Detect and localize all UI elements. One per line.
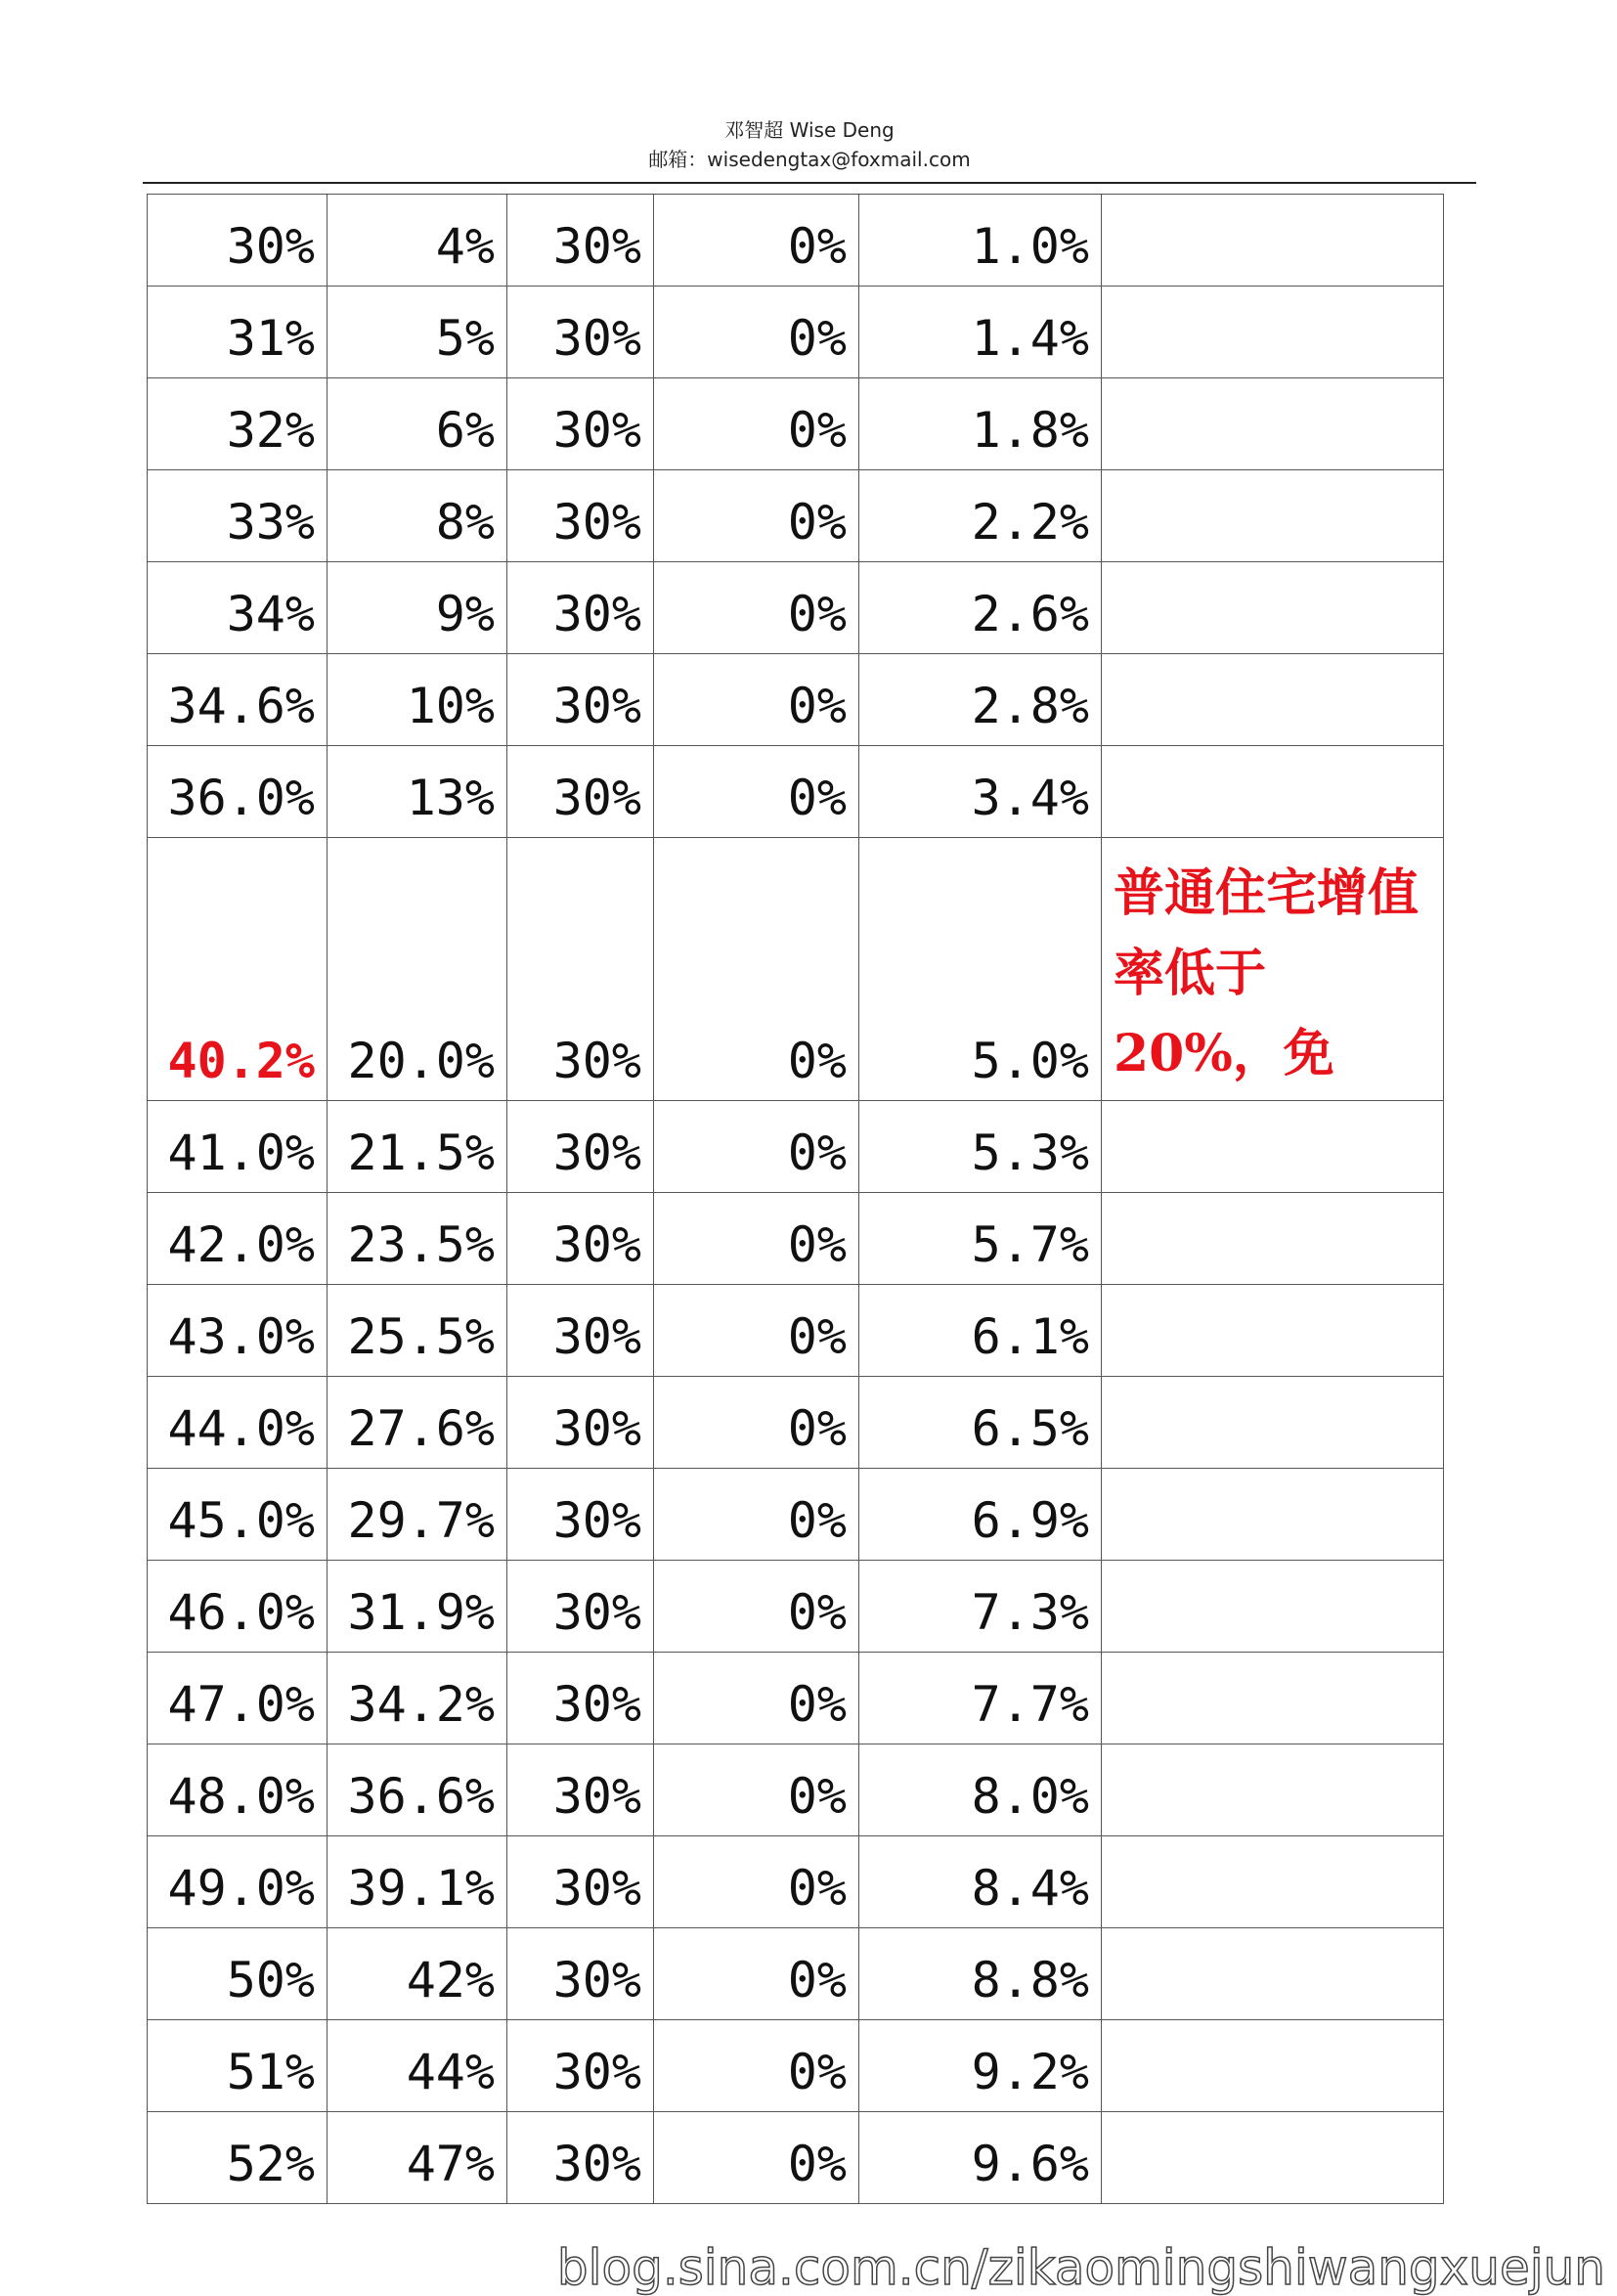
table-row (148, 1469, 1444, 1561)
table-cell-col3: 30% (507, 1928, 654, 2020)
table-cell-col1: 41.0% (148, 1101, 328, 1193)
table-cell-col3: 30% (507, 838, 654, 1101)
table-cell-col4: 0% (654, 1193, 859, 1285)
table-cell-col2: 13% (328, 746, 507, 838)
table-cell-col2: 42% (328, 1928, 507, 2020)
table-cell-note (1102, 1101, 1444, 1193)
table-cell-col3: 30% (507, 1836, 654, 1928)
table-cell-col3: 30% (507, 195, 654, 287)
table-cell-col1: 44.0% (148, 1377, 328, 1469)
table-cell-col1: 43.0% (148, 1285, 328, 1377)
table-row (148, 1744, 1444, 1836)
table-cell-col2: 34.2% (328, 1653, 507, 1744)
table-row (148, 562, 1444, 654)
table-cell-col1: 40.2% (148, 838, 328, 1101)
table-cell-col4: 0% (654, 1653, 859, 1744)
table-cell-col3: 30% (507, 746, 654, 838)
table-cell-col1: 33% (148, 470, 328, 562)
table-cell-col3: 30% (507, 470, 654, 562)
table-row (148, 654, 1444, 746)
table-cell-col1: 45.0% (148, 1469, 328, 1561)
table-cell-col2: 47% (328, 2112, 507, 2204)
table-cell-col5: 8.0% (859, 1744, 1102, 1836)
table-cell-col1: 30% (148, 195, 328, 287)
table-cell-col5: 2.8% (859, 654, 1102, 746)
table-cell-col3: 30% (507, 1377, 654, 1469)
table-cell-note (1102, 1193, 1444, 1285)
table-cell-col2: 27.6% (328, 1377, 507, 1469)
table-cell-note (1102, 746, 1444, 838)
table-cell-col5: 7.3% (859, 1561, 1102, 1653)
table-cell-note (1102, 1653, 1444, 1744)
table-cell-col3: 30% (507, 562, 654, 654)
author-line: 邓智超 Wise Deng (724, 118, 895, 142)
table-row (148, 287, 1444, 378)
table-cell-col1: 47.0% (148, 1653, 328, 1744)
table-row (148, 838, 1444, 1101)
table-cell-note (1102, 562, 1444, 654)
table-cell-note (1102, 1285, 1444, 1377)
table-cell-col3: 30% (507, 1469, 654, 1561)
table-cell-note (1102, 2112, 1444, 2204)
table-row (148, 195, 1444, 287)
table-cell-col1: 48.0% (148, 1744, 328, 1836)
table-cell-col3: 30% (507, 1653, 654, 1744)
table-row (148, 1561, 1444, 1653)
table-cell-col4: 0% (654, 746, 859, 838)
table-cell-col4: 0% (654, 1836, 859, 1928)
table-cell-note (1102, 838, 1444, 1101)
table-cell-col2: 8% (328, 470, 507, 562)
watermark-text: blog.sina.com.cn/zikaomingshiwangxuejun (556, 2239, 1605, 2296)
table-cell-note (1102, 1469, 1444, 1561)
table-cell-col4: 0% (654, 562, 859, 654)
table-cell-col1: 34% (148, 562, 328, 654)
table-cell-col2: 21.5% (328, 1101, 507, 1193)
table-cell-col4: 0% (654, 378, 859, 470)
table-row (148, 2020, 1444, 2112)
table-cell-col3: 30% (507, 1193, 654, 1285)
table-cell-col1: 31% (148, 287, 328, 378)
table-cell-col5: 1.8% (859, 378, 1102, 470)
table-cell-col3: 30% (507, 654, 654, 746)
table-cell-col4: 0% (654, 1469, 859, 1561)
table-cell-col3: 30% (507, 1744, 654, 1836)
table-cell-col3: 30% (507, 1285, 654, 1377)
table-cell-col2: 25.5% (328, 1285, 507, 1377)
table-cell-note (1102, 1744, 1444, 1836)
table-cell-col4: 0% (654, 838, 859, 1101)
table-cell-col2: 31.9% (328, 1561, 507, 1653)
table-cell-col5: 7.7% (859, 1653, 1102, 1744)
table-cell-col2: 5% (328, 287, 507, 378)
table-cell-col3: 30% (507, 287, 654, 378)
table-cell-col5: 9.6% (859, 2112, 1102, 2204)
table-cell-col1: 46.0% (148, 1561, 328, 1653)
table-cell-col4: 0% (654, 1928, 859, 2020)
table-cell-col5: 6.5% (859, 1377, 1102, 1469)
table-cell-col5: 5.3% (859, 1101, 1102, 1193)
table-cell-col2: 36.6% (328, 1744, 507, 1836)
table-cell-col1: 34.6% (148, 654, 328, 746)
table-cell-note (1102, 287, 1444, 378)
table-cell-col5: 2.2% (859, 470, 1102, 562)
table-cell-note (1102, 195, 1444, 287)
table-cell-col1: 49.0% (148, 1836, 328, 1928)
rate-table (147, 194, 1444, 2204)
table-cell-note (1102, 2020, 1444, 2112)
table-cell-col3: 30% (507, 1561, 654, 1653)
rate-table-body (148, 195, 1444, 2204)
table-cell-col3: 30% (507, 378, 654, 470)
table-cell-col4: 0% (654, 2112, 859, 2204)
table-row (148, 1193, 1444, 1285)
table-cell-col3: 30% (507, 2112, 654, 2204)
table-row (148, 2112, 1444, 2204)
table-cell-col5: 1.0% (859, 195, 1102, 287)
table-cell-col2: 39.1% (328, 1836, 507, 1928)
table-cell-col4: 0% (654, 470, 859, 562)
table-cell-col1: 52% (148, 2112, 328, 2204)
table-cell-note (1102, 654, 1444, 746)
table-cell-note (1102, 1928, 1444, 2020)
table-cell-note (1102, 378, 1444, 470)
table-cell-col2: 23.5% (328, 1193, 507, 1285)
table-cell-col1: 42.0% (148, 1193, 328, 1285)
table-row (148, 378, 1444, 470)
table-cell-col2: 4% (328, 195, 507, 287)
table-cell-col5: 9.2% (859, 2020, 1102, 2112)
table-cell-col5: 5.7% (859, 1193, 1102, 1285)
table-row (148, 1836, 1444, 1928)
table-cell-col2: 9% (328, 562, 507, 654)
table-cell-col2: 6% (328, 378, 507, 470)
table-cell-note (1102, 1377, 1444, 1469)
table-row (148, 1653, 1444, 1744)
table-cell-col4: 0% (654, 1561, 859, 1653)
table-row (148, 746, 1444, 838)
table-cell-col1: 32% (148, 378, 328, 470)
note-text: 普通住宅增值率低于20%，免 (1114, 863, 1420, 1083)
table-cell-note (1102, 1561, 1444, 1653)
table-row (148, 1928, 1444, 2020)
table-cell-col4: 0% (654, 1101, 859, 1193)
table-cell-col1: 36.0% (148, 746, 328, 838)
table-cell-col4: 0% (654, 287, 859, 378)
table-cell-col5: 5.0% (859, 838, 1102, 1101)
table-cell-col3: 30% (507, 2020, 654, 2112)
table-cell-col3: 30% (507, 1101, 654, 1193)
table-cell-col5: 3.4% (859, 746, 1102, 838)
table-row (148, 1101, 1444, 1193)
table-cell-col5: 8.4% (859, 1836, 1102, 1928)
table-cell-col4: 0% (654, 2020, 859, 2112)
table-cell-col4: 0% (654, 195, 859, 287)
table-cell-col1: 50% (148, 1928, 328, 2020)
table-cell-col1: 51% (148, 2020, 328, 2112)
table-cell-col2: 44% (328, 2020, 507, 2112)
table-cell-col2: 10% (328, 654, 507, 746)
table-cell-col5: 6.1% (859, 1285, 1102, 1377)
table-cell-col4: 0% (654, 1285, 859, 1377)
table-row (148, 1377, 1444, 1469)
table-cell-col5: 6.9% (859, 1469, 1102, 1561)
table-cell-col2: 20.0% (328, 838, 507, 1101)
table-cell-col4: 0% (654, 1744, 859, 1836)
table-cell-col4: 0% (654, 654, 859, 746)
table-row (148, 1285, 1444, 1377)
table-cell-col5: 8.8% (859, 1928, 1102, 2020)
table-cell-col5: 1.4% (859, 287, 1102, 378)
table-cell-col5: 2.6% (859, 562, 1102, 654)
table-cell-note (1102, 1836, 1444, 1928)
table-cell-col4: 0% (654, 1377, 859, 1469)
table-row (148, 470, 1444, 562)
table-cell-note (1102, 470, 1444, 562)
table-cell-col2: 29.7% (328, 1469, 507, 1561)
header-divider (143, 182, 1476, 184)
email-line: 邮箱：wisedengtax@foxmail.com (648, 148, 971, 171)
page-header (143, 115, 1476, 174)
